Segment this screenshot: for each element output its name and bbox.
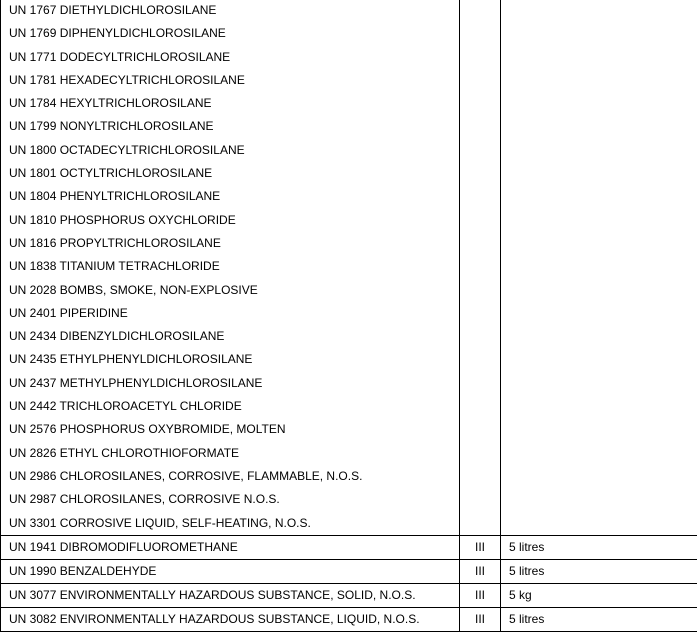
table-row bbox=[1, 535, 697, 559]
group-entry: UN 1800 OCTADECYLTRICHLOROSILANE bbox=[9, 142, 245, 157]
grouped-packing-group-cell bbox=[460, 0, 501, 535]
group-entry: UN 1804 PHENYLTRICHLOROSILANE bbox=[9, 189, 221, 204]
packing-group: III bbox=[460, 583, 501, 607]
group-entry: UN 2028 BOMBS, SMOKE, NON-EXPLOSIVE bbox=[9, 282, 258, 297]
quantity-limit: 5 litres bbox=[501, 559, 697, 583]
group-entry: UN 1816 PROPYLTRICHLOROSILANE bbox=[9, 235, 221, 250]
group-entry: UN 2987 CHLOROSILANES, CORROSIVE N.O.S. bbox=[9, 492, 280, 507]
group-entry: UN 2576 PHOSPHORUS OXYBROMIDE, MOLTEN bbox=[9, 422, 286, 437]
quantity-limit: 5 litres bbox=[501, 535, 697, 559]
group-entry: UN 1810 PHOSPHORUS OXYCHLORIDE bbox=[9, 212, 236, 227]
grouped-quantity-cell bbox=[501, 0, 697, 535]
table-row bbox=[1, 583, 697, 607]
packing-group: III bbox=[460, 535, 501, 559]
group-entry: UN 2442 TRICHLOROACETYL CHLORIDE bbox=[9, 399, 242, 414]
group-entry: UN 2401 PIPERIDINE bbox=[9, 305, 128, 320]
group-entry: UN 1771 DODECYLTRICHLOROSILANE bbox=[9, 49, 231, 64]
grouped-entries-cell bbox=[1, 0, 460, 535]
group-entry: UN 1801 OCTYLTRICHLOROSILANE bbox=[9, 166, 213, 181]
substance-name: UN 1990 BENZALDEHYDE bbox=[1, 559, 460, 583]
substance-name: UN 1941 DIBROMODIFLUOROMETHANE bbox=[1, 535, 460, 559]
group-entry: UN 2437 METHYLPHENYLDICHLOROSILANE bbox=[9, 375, 263, 390]
table-row bbox=[1, 559, 697, 583]
group-entry: UN 1799 NONYLTRICHLOROSILANE bbox=[9, 119, 214, 134]
group-entry: UN 1769 DIPHENYLDICHLOROSILANE bbox=[9, 26, 226, 41]
quantity-limit: 5 kg bbox=[501, 583, 697, 607]
substance-name: UN 3077 ENVIRONMENTALLY HAZARDOUS SUBSTANCE, SOLID, N.O.S. bbox=[1, 583, 460, 607]
group-entry: UN 1838 TITANIUM TETRACHLORIDE bbox=[9, 259, 220, 274]
group-entry: UN 2826 ETHYL CHLOROTHIOFORMATE bbox=[9, 445, 240, 460]
table-row bbox=[1, 607, 697, 631]
grouped-entries-row bbox=[1, 0, 697, 535]
quantity-limit: 5 litres bbox=[501, 607, 697, 631]
group-entry: UN 2435 ETHYLPHENYLDICHLOROSILANE bbox=[9, 352, 253, 367]
group-entry: UN 1767 DIETHYLDICHLOROSILANE bbox=[9, 3, 217, 17]
group-entry: UN 2434 DIBENZYLDICHLOROSILANE bbox=[9, 329, 225, 344]
substance-name: UN 3082 ENVIRONMENTALLY HAZARDOUS SUBSTANCE, LIQUID, N.O.S. bbox=[1, 607, 460, 631]
group-entry: UN 3301 CORROSIVE LIQUID, SELF-HEATING, N.O.S. bbox=[9, 515, 311, 530]
group-entry: UN 2986 CHLOROSILANES, CORROSIVE, FLAMMABLE, N.O.S. bbox=[9, 468, 363, 483]
packing-group: III bbox=[460, 607, 501, 631]
group-entry: UN 1784 HEXYLTRICHLOROSILANE bbox=[9, 96, 212, 111]
packing-group: III bbox=[460, 559, 501, 583]
group-entry: UN 1781 HEXADECYLTRICHLOROSILANE bbox=[9, 72, 245, 87]
